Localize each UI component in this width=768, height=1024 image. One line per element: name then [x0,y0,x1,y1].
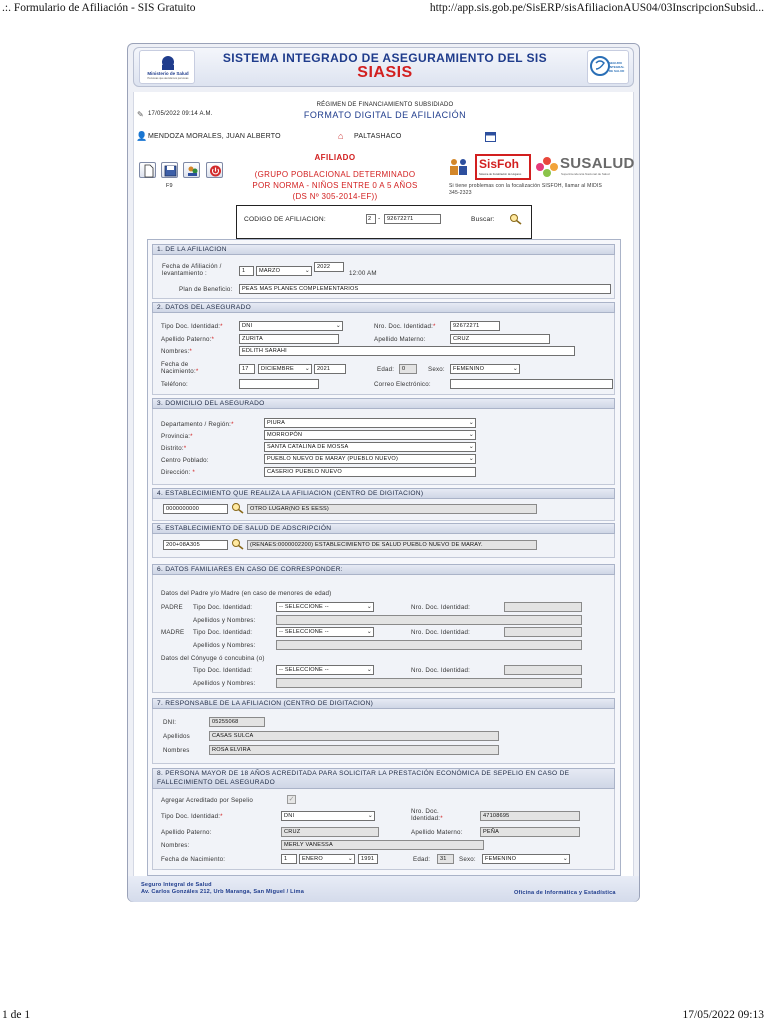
depto-label: Departamento / Región:* [161,421,234,428]
f9-hint: F9 [166,183,173,189]
resp-dni-input: 05255068 [209,717,265,727]
user-icon: 👤 [136,131,148,141]
buscar-label: Buscar: [471,216,495,223]
tipo-doc-label: Tipo Doc. Identidad:* [161,323,223,330]
dist-value: SANTA CATALINA DE MOSSA [267,444,349,450]
regimen: RÉGIMEN DE FINANCIAMIENTO SUBSIDIADO [316,102,454,108]
fecha-afil-month: MARZO [259,268,281,274]
dir-label-text: Dirección: [161,469,191,476]
chevron-down-icon: ⌄ [512,366,518,372]
madre-apnom-input[interactable] [276,640,582,650]
resp-nombres-input: ROSA ELVIRA [209,745,499,755]
chevron-down-icon: ⌄ [468,456,474,462]
chevron-down-icon: ⌄ [366,667,372,673]
eess-afil-name: OTRO LUGAR(NO ES EESS) [247,504,537,514]
padre-apnom-label: Apellidos y Nombres: [193,617,256,624]
footer-org: Seguro Integral de Salud [141,882,212,888]
s8-ap-paterno-label: Apellido Paterno: [161,829,212,836]
ap-paterno-label: Apellido Paterno:* [161,336,215,343]
chevron-down-icon: ⌄ [347,856,353,862]
footer-address: Av. Carlos Gonzáles 212, Urb Maranga, San Miguel / Lima [141,889,305,895]
padre-tipo-value: -- SELECCIONE -- [279,604,329,610]
minsa-logo [139,50,195,84]
telefono-input[interactable] [239,379,319,389]
exit-button[interactable] [206,162,223,178]
chevron-down-icon: ⌄ [562,856,568,862]
telefono-label: Teléfono: [161,381,188,388]
s8-nro-input[interactable]: 47108695 [480,811,580,821]
s8-fnac-month-select[interactable] [299,854,355,864]
correo-label: Correo Electrónico: [374,381,431,388]
nro-doc-label-text: Nro. Doc. Identidad: [374,323,434,330]
section-3-header: 3. DOMICILIO DEL ASEGURADO [152,398,615,409]
s8-nombres-label: Nombres: [161,842,190,849]
section-4-header: 4. ESTABLECIMIENTO QUE REALIZA LA AFILIACION (CENTRO DE DIGITACION) [152,488,615,499]
padre-apnom-input[interactable] [276,615,582,625]
section-5-header: 5. ESTABLECIMIENTO DE SALUD DE ADSCRIPCIÓN [152,523,615,534]
eess-afil-code[interactable]: 0000000000 [163,504,228,514]
sisfoh-note-2: 345-2323 [449,190,472,196]
banner-title: SISTEMA INTEGRADO DE ASEGURAMIENTO DEL SIS [222,51,548,65]
padre-tipo-label: Tipo Doc. Identidad: [193,604,253,611]
agregar-label: Agregar Acreditado por Sepelio [161,797,253,804]
padre-tipo-select[interactable] [276,602,374,612]
conyuge-tipo-select[interactable] [276,665,374,675]
s8-tipo-label: Tipo Doc. Identidad:* [161,813,223,820]
minsa-sub: Personas que atendemos personas [147,77,189,80]
chevron-down-icon: ⌄ [366,629,372,635]
fecha-afil-day[interactable]: 1 [239,266,254,276]
calendar-icon[interactable] [485,131,496,142]
s8-fnac-label: Fecha de Nacimiento: [161,856,226,863]
section-2-header: 2. DATOS DEL ASEGURADO [152,302,615,313]
sis-label: SEGURO INTEGRAL DE SALUD [609,61,625,73]
ap-paterno-input[interactable]: ZURITA [239,334,339,344]
conyuge-nro-label: Nro. Doc. Identidad: [411,667,471,674]
search-code-input[interactable]: 92672271 [384,214,441,224]
ap-materno-input[interactable]: CRUZ [450,334,550,344]
chevron-down-icon: ⌄ [366,604,372,610]
fecha-afil-year[interactable]: 2022 [314,262,344,272]
tipo-doc-label-text: Tipo Doc. Identidad: [161,323,221,330]
s8-nro-label-1: Nro. Doc. [411,808,439,815]
s8-edad-input: 31 [437,854,454,864]
house-icon: ⌂ [338,131,344,141]
nombres-label: Nombres:* [161,348,193,355]
susalud-flower-icon [535,156,559,178]
depto-select[interactable] [264,418,476,428]
dist-select[interactable] [264,442,476,452]
s8-tipo-label-text: Tipo Doc. Identidad: [161,813,221,820]
afiliado-group-1: (GRUPO POBLACIONAL DETERMINADO [254,170,416,179]
location: PALTASHACO [354,133,402,140]
cp-select[interactable] [264,454,476,464]
resp-nombres-label: Nombres [163,747,190,754]
footer-office: Oficina de Informática y Estadística [514,890,616,896]
resp-apellidos-label: Apellidos [163,733,190,740]
chevron-down-icon: ⌄ [335,323,341,329]
edad-label: Edad: [377,366,395,373]
s8-nro-label-2-text: Identidad: [411,815,441,822]
chevron-down-icon: ⌄ [468,444,474,450]
afiliado-group-2: POR NORMA - NIÑOS ENTRE 0 A 5 AÑOS [252,181,418,190]
dist-label: Distrito:* [161,445,187,452]
conyuge-tipo-value: -- SELECCIONE -- [279,667,329,673]
prov-label-text: Provincia: [161,433,191,440]
fecha-afil-month-select[interactable] [256,266,312,276]
section-7-header: 7. RESPONSABLE DE LA AFILIACION (CENTRO DE DIGITACION) [152,698,615,709]
s8-fnac-year[interactable]: 1991 [358,854,378,864]
padre-nro-label: Nro. Doc. Identidad: [411,604,471,611]
s8-ap-paterno-input[interactable]: CRUZ [281,827,379,837]
prov-value: MORROPÓN [267,432,303,438]
clock-icon: ✎ [137,110,144,119]
s8-fnac-day[interactable]: 1 [281,854,297,864]
conyuge-tipo-label: Tipo Doc. Identidad: [193,667,253,674]
s8-fnac-month-value: ENERO [302,856,323,862]
fecha-afil-label-1: Fecha de Afiliación / [162,263,222,270]
tipo-doc-select[interactable] [239,321,343,331]
afiliado-group-3: (DS Nº 305-2014-EF)) [292,192,378,201]
nombres-label-text: Nombres: [161,348,190,355]
madre-label: MADRE [161,629,185,636]
sisfoh-sub: Sistema de Focalización de Hogares [479,173,522,176]
conyuge-nro-input[interactable] [504,665,582,675]
eess-adsc-code[interactable]: 200+08A305 [163,540,228,550]
fnac-day[interactable]: 17 [239,364,255,374]
nro-doc-label: Nro. Doc. Identidad:* [374,323,436,330]
conyuge-label: Datos del Cónyuge ó concubina (o) [161,655,265,662]
s8-nro-label-2: Identidad:* [411,815,443,822]
sexo-select[interactable] [450,364,520,374]
resp-dni-label: DNI: [163,719,177,726]
madre-nro-input[interactable] [504,627,582,637]
save-button[interactable] [161,162,178,178]
edad-input: 0 [399,364,417,374]
chevron-down-icon: ⌄ [304,268,310,274]
fnac-label-1: Fecha de [161,361,189,368]
sexo-label: Sexo: [428,366,445,373]
search-label: CODIGO DE AFILIACION: [244,216,326,223]
users-icon [185,164,200,178]
timestamp: 17/05/2022 09:14 A.M. [148,111,213,117]
cp-label: Centro Poblado: [161,457,209,464]
users-button[interactable] [183,162,200,178]
section-8-header [152,768,615,789]
family-icon [448,157,470,177]
prov-label: Provincia:* [161,433,193,440]
s8-sexo-value: FEMENINO [485,856,517,862]
nro-doc-input[interactable]: 92672271 [450,321,500,331]
minsa-label: Ministerio de Salud [147,71,189,76]
prov-select[interactable] [264,430,476,440]
s8-edad-label: Edad: [413,856,431,863]
search-prefix-input[interactable]: 2 [366,214,376,224]
depto-label-text: Departamento / Región: [161,421,232,428]
magnifier-icon[interactable] [231,538,245,550]
s8-sexo-select[interactable] [482,854,570,864]
new-button[interactable] [139,162,156,178]
madre-tipo-value: -- SELECCIONE -- [279,629,329,635]
banner-subtitle: SIASIS [357,64,413,81]
new-document-icon [141,164,156,178]
chevron-down-icon: ⌄ [468,432,474,438]
padre-label: PADRE [161,604,183,611]
section-8-title-2: FALLECIMIENTO DEL ASEGURADO [157,779,276,786]
padres-intro: Datos del Padre y/o Madre (en caso de menores de edad) [161,590,332,597]
depto-value: PIURA [267,420,286,426]
dir-label: Dirección: * [161,469,196,476]
print-datetime: 17/05/2022 09:13 [682,1009,764,1021]
eess-adsc-name: (RENAES:0000002200) ESTABLECIMIENTO DE SALUD PUEBLO NUEVO DE MARAY. [247,540,537,550]
plan-label: Plan de Beneficio: [179,286,233,293]
sexo-value: FEMENINO [453,366,485,372]
madre-nro-label: Nro. Doc. Identidad: [411,629,471,636]
print-url: http://app.sis.gob.pe/SisERP/sisAfiliacionAUS04/03InscripcionSubsid... [429,2,764,14]
sisfoh-note-1: Si tiene problemas con la focalización SISFOH, llamar al MIDIS [449,183,603,189]
padre-nro-input[interactable] [504,602,582,612]
resp-apellidos-input: CASAS SULCA [209,731,499,741]
agregar-checkbox[interactable]: ✓ [288,796,295,803]
save-icon [163,164,178,178]
section-8-title-1: 8. PERSONA MAYOR DE 18 AÑOS ACREDITADA PARA SOLICITAR LA PRESTACIÓN ECONÓMICA DE SEPELIO EN CASO DE [157,770,570,777]
fnac-month-value: DICIEMBRE [261,366,294,372]
fnac-label-2-text: Nacimiento: [161,368,196,375]
print-title: .:. Formulario de Afiliación - SIS Gratuito [2,2,196,14]
tipo-doc-value: DNI [242,323,253,329]
print-page: 1 de 1 [2,1009,31,1021]
magnifier-icon[interactable] [231,502,245,514]
s8-nombres-input[interactable]: MERLY VANESSA [281,840,484,850]
s8-tipo-select[interactable] [281,811,375,821]
conyuge-apnom-input[interactable] [276,678,582,688]
sisfoh-logo [475,154,531,180]
s8-ap-materno-input[interactable]: PEÑA [480,827,580,837]
madre-tipo-label: Tipo Doc. Identidad: [193,629,253,636]
afiliado-title: AFILIADO [314,153,356,162]
fecha-afil-label-2: levantamiento : [162,270,207,277]
user-name: MENDOZA MORALES, JUAN ALBERTO [148,133,281,140]
cp-value: PUEBLO NUEVO DE MARAY (PUEBLO NUEVO) [267,456,399,462]
conyuge-apnom-label: Apellidos y Nombres: [193,680,256,687]
s8-tipo-value: DNI [284,813,295,819]
plan-input[interactable]: PEAS MAS PLANES COMPLEMENTARIOS [239,284,611,294]
s8-ap-materno-label: Apellido Materno: [411,829,463,836]
susalud-text: SUSALUD [560,155,635,172]
formato-title: FORMATO DIGITAL DE AFILIACIÓN [303,110,467,120]
chevron-down-icon: ⌄ [304,366,310,372]
power-icon [208,164,223,178]
susalud-sub: Superintendencia Nacional de Salud [561,172,610,176]
sis-logo [587,50,629,84]
correo-input[interactable] [450,379,613,389]
ap-materno-label: Apellido Materno: [374,336,426,343]
section-6-header: 6. DATOS FAMILIARES EN CASO DE CORRESPONDER: [152,564,615,575]
fecha-afil-time: 12:00 AM [349,270,377,277]
chevron-down-icon: ⌄ [367,813,373,819]
section-1-header: 1. DE LA AFILIACION [152,244,615,255]
dir-input[interactable]: CASERIO PUEBLO NUEVO [264,467,476,477]
sisfoh-text: SisFoh [479,157,520,171]
madre-apnom-label: Apellidos y Nombres: [193,642,256,649]
madre-tipo-select[interactable] [276,627,374,637]
fnac-year[interactable]: 2021 [314,364,346,374]
s8-sexo-label: Sexo: [459,856,476,863]
chevron-down-icon: ⌄ [468,420,474,426]
dist-label-text: Distrito: [161,445,184,452]
search-dash: - [378,215,381,222]
ap-paterno-label-text: Apellido Paterno: [161,336,212,343]
fnac-label-2: Nacimiento:* [161,368,199,375]
fnac-month-select[interactable] [258,364,312,374]
nombres-input[interactable]: EDLITH SARAHI [239,346,575,356]
magnifier-icon[interactable] [509,213,523,225]
